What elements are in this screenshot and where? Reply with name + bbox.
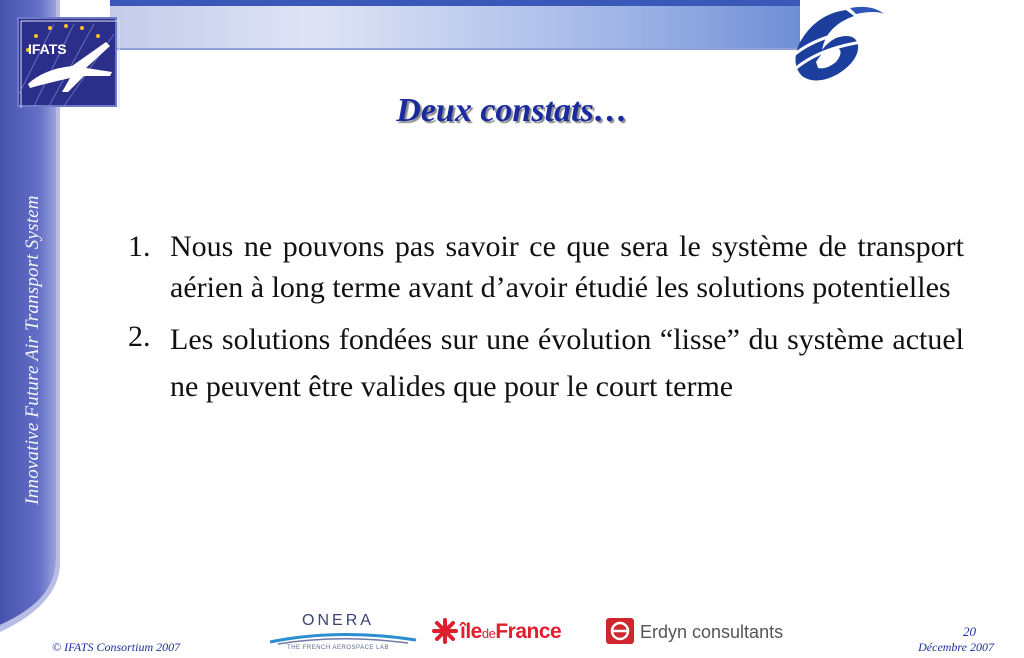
list-item-number: 1. — [128, 230, 151, 263]
header-band — [110, 0, 800, 48]
fp6-logo — [776, 2, 890, 86]
star-icon — [432, 618, 458, 644]
findings-list — [128, 226, 964, 424]
sidebar-vertical-title: Innovative Future Air Transport System — [22, 195, 43, 505]
erdyn-wordmark: Erdyn consultants — [640, 622, 784, 642]
list-item-text: Nous ne pouvons pas savoir ce que sera le système de transport aérien à long terme avant d’avoir étudié les solutions potentielles — [170, 230, 964, 304]
onera-swoosh-icon — [268, 630, 418, 646]
onera-logo-tagline: THE FRENCH AEROSPACE LAB — [287, 645, 389, 651]
ile-de-france-wordmark: îledeFrance — [460, 620, 562, 643]
list-item — [128, 226, 964, 308]
onera-logo-name: ONERA — [302, 612, 374, 629]
list-item — [128, 316, 964, 410]
footer-date: Décembre 2007 — [918, 640, 994, 654]
svg-text:IFATS: IFATS — [28, 41, 67, 57]
slide-title: Deux constats… — [396, 92, 628, 129]
list-item-text: Les solutions fondées sur une évolution “lisse” du système actuel ne peuvent être valides que pour le court terme — [170, 323, 964, 403]
list-item-number: 2. — [128, 320, 151, 353]
page-number: 20 — [963, 624, 976, 639]
onera-logo — [268, 612, 428, 654]
ile-de-france-logo — [432, 614, 592, 650]
erdyn-e-icon — [606, 618, 634, 644]
erdyn-logo — [606, 616, 806, 650]
header-band-line — [110, 48, 800, 50]
footer-copyright: © IFATS Consortium 2007 — [52, 640, 181, 654]
